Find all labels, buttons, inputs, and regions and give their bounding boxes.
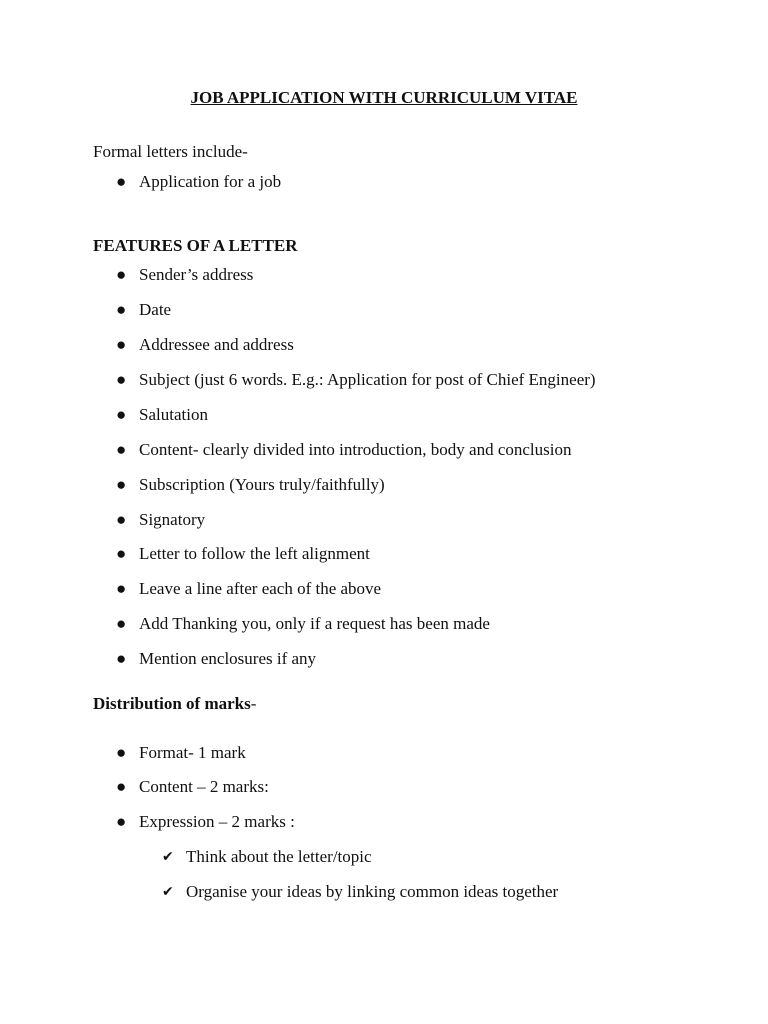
list-item-text: Salutation <box>139 405 208 424</box>
marks-heading-bold: Distribution of marks <box>93 694 251 713</box>
bullet-icon: ● <box>116 743 127 762</box>
list-item-text: Mention enclosures if any <box>139 649 317 668</box>
bullet-icon: ● <box>116 335 127 354</box>
sub-list-item-text: Think about the letter/topic <box>186 847 372 866</box>
features-heading: FEATURES OF A LETTER <box>93 236 298 255</box>
bullet-icon: ● <box>116 405 127 424</box>
list-item-text: Date <box>139 300 172 319</box>
list-item-text: Subscription (Yours truly/faithfully) <box>139 475 385 494</box>
list-item-text: Subject (just 6 words. E.g.: Application for post of Chief Engineer) <box>139 370 596 389</box>
bullet-icon: ● <box>116 370 127 389</box>
list-item-text: Sender’s address <box>139 265 254 284</box>
list-item-text: Addressee and address <box>139 335 294 354</box>
intro-text: Formal letters include- <box>93 142 248 161</box>
list-item-text: Add Thanking you, only if a request has been made <box>139 614 490 633</box>
checkmark-icon: ✔ <box>162 849 174 865</box>
sub-list-item-text: Organise your ideas by linking common ideas together <box>186 882 559 901</box>
list-item-text: Format- 1 mark <box>139 743 246 762</box>
list-item-text: Application for a job <box>139 172 282 191</box>
page-title: JOB APPLICATION WITH CURRICULUM VITAE <box>190 88 578 107</box>
bullet-icon: ● <box>116 614 127 633</box>
list-item-text: Leave a line after each of the above <box>139 579 382 598</box>
bullet-icon: ● <box>116 300 127 319</box>
bullet-icon: ● <box>116 777 127 796</box>
list-item-text: Content – 2 marks: <box>139 777 269 796</box>
list-item-text: Expression – 2 marks : <box>139 812 295 831</box>
bullet-icon: ● <box>116 812 127 831</box>
marks-heading-suffix: - <box>250 694 257 713</box>
marks-heading <box>93 694 256 714</box>
bullet-icon: ● <box>116 510 127 529</box>
bullet-icon: ● <box>116 475 127 494</box>
list-item-text: Letter to follow the left alignment <box>139 544 370 563</box>
bullet-icon: ● <box>116 544 127 563</box>
checkmark-icon: ✔ <box>162 884 174 900</box>
list-item-text: Content- clearly divided into introduction, body and conclusion <box>139 440 572 459</box>
list-item-text: Signatory <box>139 510 206 529</box>
bullet-icon: ● <box>116 649 127 668</box>
bullet-icon: ● <box>116 265 127 284</box>
bullet-icon: ● <box>116 172 127 191</box>
bullet-icon: ● <box>116 440 127 459</box>
bullet-icon: ● <box>116 579 127 598</box>
